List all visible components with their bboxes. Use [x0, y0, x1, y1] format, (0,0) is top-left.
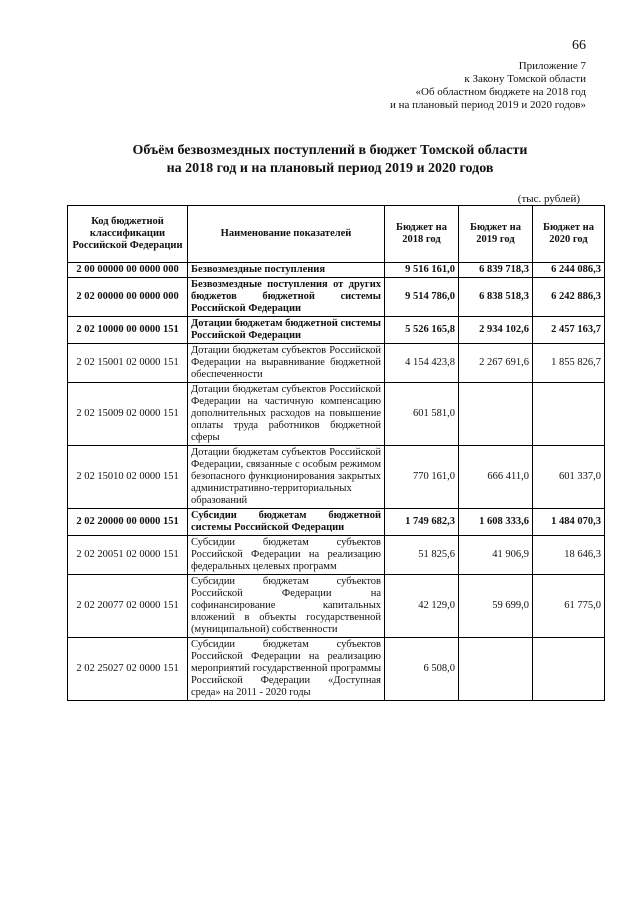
table-row [68, 638, 605, 701]
table-row [68, 344, 605, 383]
annex-line: и на плановый период 2019 и 2020 годов» [389, 99, 586, 111]
row-value-2019: 2 267 691,6 [459, 344, 533, 383]
row-value-2018: 9 516 161,0 [385, 263, 459, 278]
row-value-2020 [533, 638, 605, 701]
row-code: 2 02 00000 00 0000 000 [68, 278, 188, 317]
row-value-2018: 5 526 165,8 [385, 317, 459, 344]
row-code: 2 02 15010 02 0000 151 [68, 446, 188, 509]
row-value-2019: 6 839 718,3 [459, 263, 533, 278]
row-value-2018: 1 749 682,3 [385, 509, 459, 536]
row-value-2018: 601 581,0 [385, 383, 459, 446]
header-2018: Бюджет на 2018 год [385, 206, 459, 263]
title-line: на 2018 год и на плановый период 2019 и 2020 годов [166, 161, 494, 176]
row-name: Дотации бюджетам бюджетной системы Российской Федерации [188, 317, 385, 344]
table-row [68, 575, 605, 638]
page-number: 66 [572, 38, 586, 53]
row-value-2020: 6 244 086,3 [533, 263, 605, 278]
row-code: 2 02 25027 02 0000 151 [68, 638, 188, 701]
header-2019: Бюджет на 2019 год [459, 206, 533, 263]
row-value-2019: 6 838 518,3 [459, 278, 533, 317]
row-value-2020: 601 337,0 [533, 446, 605, 509]
row-code: 2 02 10000 00 0000 151 [68, 317, 188, 344]
annex-header [390, 60, 586, 112]
row-name: Субсидии бюджетам субъектов Российской Федерации на софинансирование капитальных вложений в объекты государственной (муниципальной) собственности [188, 575, 385, 638]
row-value-2020 [533, 383, 605, 446]
row-value-2019: 59 699,0 [459, 575, 533, 638]
row-code: 2 02 20077 02 0000 151 [68, 575, 188, 638]
document-title [60, 142, 600, 178]
row-value-2019 [459, 383, 533, 446]
table-row [68, 509, 605, 536]
row-name: Безвозмездные поступления от других бюджетов бюджетной системы Российской Федерации [188, 278, 385, 317]
row-value-2020: 1 484 070,3 [533, 509, 605, 536]
row-value-2020: 6 242 886,3 [533, 278, 605, 317]
title-line: Объём безвозмездных поступлений в бюджет Томской области [132, 143, 528, 158]
row-value-2018: 42 129,0 [385, 575, 459, 638]
row-name: Дотации бюджетам субъектов Российской Федерации на частичную компенсацию дополнительных расходов на повышение оплаты труда работников бюджетной сферы [188, 383, 385, 446]
row-name: Субсидии бюджетам бюджетной системы Российской Федерации [188, 509, 385, 536]
row-value-2019 [459, 638, 533, 701]
table-row [68, 278, 605, 317]
row-name: Дотации бюджетам субъектов Российской Федерации на выравнивание бюджетной обеспеченности [188, 344, 385, 383]
table-header-row [68, 206, 605, 263]
row-code: 2 02 20051 02 0000 151 [68, 536, 188, 575]
row-code: 2 02 15009 02 0000 151 [68, 383, 188, 446]
row-value-2019: 1 608 333,6 [459, 509, 533, 536]
row-value-2019: 41 906,9 [459, 536, 533, 575]
table-row [68, 383, 605, 446]
row-value-2020: 61 775,0 [533, 575, 605, 638]
table-row [68, 446, 605, 509]
units-note: (тыс. рублей) [517, 193, 580, 205]
table-row [68, 536, 605, 575]
table-row [68, 263, 605, 278]
row-name: Дотации бюджетам субъектов Российской Федерации, связанные с особым режимом безопасного функционирования закрытых административно-территориальных образований [188, 446, 385, 509]
row-value-2019: 666 411,0 [459, 446, 533, 509]
annex-line: к Закону Томской области [464, 73, 586, 85]
row-code: 2 02 20000 00 0000 151 [68, 509, 188, 536]
row-value-2020: 18 646,3 [533, 536, 605, 575]
header-name: Наименование показателей [188, 206, 385, 263]
table-row [68, 317, 605, 344]
annex-line: Приложение 7 [518, 60, 586, 72]
row-value-2018: 770 161,0 [385, 446, 459, 509]
row-value-2018: 6 508,0 [385, 638, 459, 701]
header-code: Код бюджетной классификации Российской Федерации [68, 206, 188, 263]
budget-table [67, 205, 605, 701]
row-value-2020: 1 855 826,7 [533, 344, 605, 383]
row-code: 2 02 15001 02 0000 151 [68, 344, 188, 383]
row-code: 2 00 00000 00 0000 000 [68, 263, 188, 278]
annex-line: «Об областном бюджете на 2018 год [415, 86, 586, 98]
row-value-2018: 51 825,6 [385, 536, 459, 575]
header-2020: Бюджет на 2020 год [533, 206, 605, 263]
row-name: Безвозмездные поступления [188, 263, 385, 278]
row-value-2020: 2 457 163,7 [533, 317, 605, 344]
row-name: Субсидии бюджетам субъектов Российской Федерации на реализацию мероприятий государственной программы Российской Федерации «Доступная среда» на 2011 - 2020 годы [188, 638, 385, 701]
row-value-2018: 9 514 786,0 [385, 278, 459, 317]
row-value-2018: 4 154 423,8 [385, 344, 459, 383]
row-value-2019: 2 934 102,6 [459, 317, 533, 344]
row-name: Субсидии бюджетам субъектов Российской Федерации на реализацию федеральных целевых программ [188, 536, 385, 575]
